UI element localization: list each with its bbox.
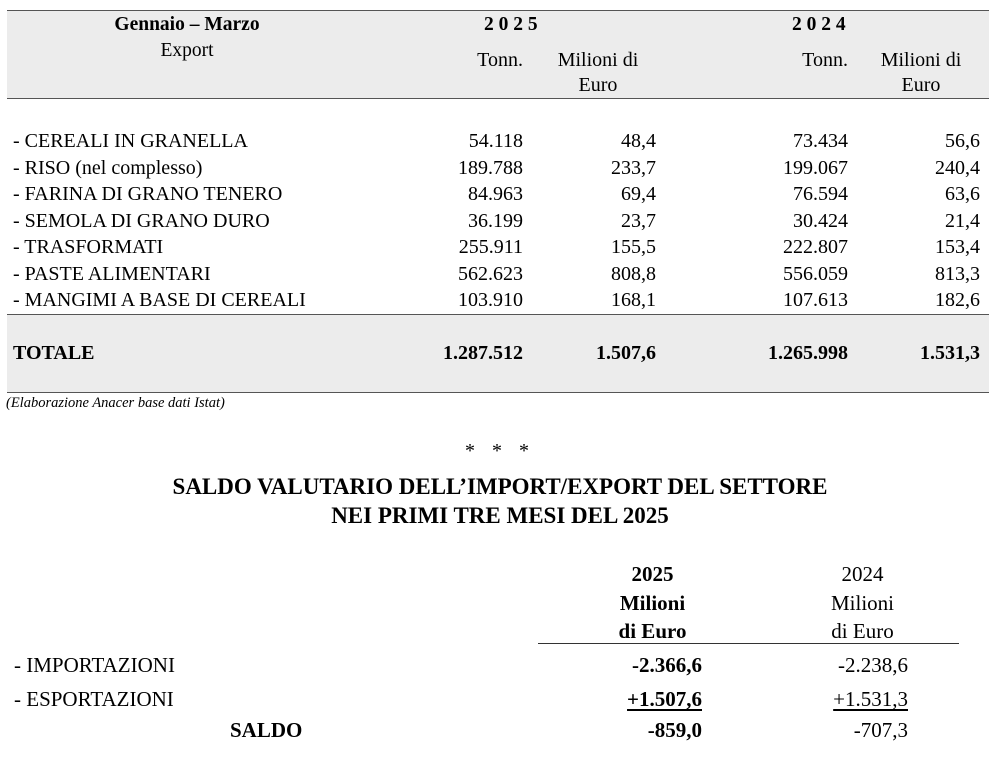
tonn-2024: 199.067 xyxy=(783,156,848,179)
col-eur-2025-line1: Milioni di xyxy=(557,49,639,71)
balance-export-2024: +1.531,3 xyxy=(833,687,908,711)
source-note: (Elaborazione Anacer base dati Istat) xyxy=(6,395,225,411)
eur-2024: 21,4 xyxy=(945,209,980,232)
eur-2025: 48,4 xyxy=(621,130,656,152)
table-row xyxy=(7,208,989,235)
eur-2025: 69,4 xyxy=(621,183,656,205)
tonn-2025: 103.910 xyxy=(458,289,523,311)
top-rule xyxy=(7,10,989,11)
col-eur-2025-line2: Euro xyxy=(578,74,618,96)
section-separator: * * * xyxy=(465,440,535,462)
balance-import-2024: -2.238,6 xyxy=(838,653,908,677)
total-label: TOTALE xyxy=(13,342,95,364)
saldo-2024: -707,3 xyxy=(853,718,908,742)
row-label: - SEMOLA DI GRANO DURO xyxy=(13,209,270,232)
table-row xyxy=(7,234,989,261)
tonn-2024: 556.059 xyxy=(783,262,848,285)
export-table xyxy=(7,10,989,393)
eur-2025: 168,1 xyxy=(611,289,656,311)
total-rule xyxy=(7,314,989,315)
balance-col-2024-unit2: di Euro xyxy=(831,619,894,643)
balance-col-2025-year: 2025 xyxy=(631,562,674,586)
tonn-2025: 54.118 xyxy=(468,130,523,152)
tonn-2024: 76.594 xyxy=(793,183,848,205)
eur-2024: 182,6 xyxy=(935,289,980,311)
row-label: - PASTE ALIMENTARI xyxy=(13,262,211,285)
table-row xyxy=(7,155,989,182)
balance-title-line1: SALDO VALUTARIO DELL’IMPORT/EXPORT DEL SETTORE xyxy=(172,474,828,499)
eur-2024: 153,4 xyxy=(935,236,980,258)
balance-col-2025-unit1: Milioni xyxy=(619,591,686,615)
balance-title-line2: NEI PRIMI TRE MESI DEL 2025 xyxy=(331,503,669,528)
tonn-2024: 222.807 xyxy=(783,236,848,258)
flow-header: Export xyxy=(160,40,214,61)
total-eur-2025: 1.507,6 xyxy=(596,342,656,364)
balance-col-2024-year: 2024 xyxy=(841,562,884,586)
col-eur-2024-line2: Euro xyxy=(901,74,941,96)
row-label: - RISO (nel complesso) xyxy=(13,156,203,179)
row-label: - FARINA DI GRANO TENERO xyxy=(13,183,283,205)
row-label: - TRASFORMATI xyxy=(13,236,164,258)
balance-row-label: - IMPORTAZIONI xyxy=(14,653,175,677)
eur-2024: 240,4 xyxy=(935,156,980,179)
balance-export-2025: +1.507,6 xyxy=(627,687,702,711)
tonn-2024: 73.434 xyxy=(793,130,848,152)
eur-2025: 155,5 xyxy=(611,236,656,258)
total-row xyxy=(7,340,989,367)
col-tonn-2024: Tonn. xyxy=(802,49,848,71)
tonn-2025: 84.963 xyxy=(468,183,523,205)
eur-2024: 813,3 xyxy=(935,262,980,285)
balance-row-label: - ESPORTAZIONI xyxy=(14,687,174,711)
balance-header-rule xyxy=(538,643,959,644)
saldo-label: SALDO xyxy=(230,718,303,742)
balance-col-2024-unit1: Milioni xyxy=(830,591,894,615)
col-eur-2024-line1: Milioni di xyxy=(880,49,962,71)
balance-import-2025: -2.366,6 xyxy=(632,653,702,677)
eur-2024: 63,6 xyxy=(945,183,980,205)
year-2025-header: 2 0 2 5 xyxy=(484,14,538,35)
table-row xyxy=(7,287,989,314)
eur-2024: 56,6 xyxy=(945,130,980,152)
total-tonn-2024: 1.265.998 xyxy=(768,342,848,364)
header-rule xyxy=(7,98,989,99)
tonn-2025: 255.911 xyxy=(458,236,523,258)
table-row xyxy=(7,261,989,288)
tonn-2024: 107.613 xyxy=(783,289,848,311)
total-eur-2024: 1.531,3 xyxy=(920,342,980,364)
tonn-2025: 36.199 xyxy=(468,209,523,232)
saldo-2025: -859,0 xyxy=(647,718,702,742)
tonn-2025: 189.788 xyxy=(458,156,523,179)
table-row xyxy=(7,181,989,208)
row-label: - CEREALI IN GRANELLA xyxy=(13,130,248,152)
total-tonn-2025: 1.287.512 xyxy=(443,342,523,364)
eur-2025: 808,8 xyxy=(611,262,656,285)
year-2024-header: 2 0 2 4 xyxy=(792,14,846,35)
table-row xyxy=(7,128,989,155)
row-label: - MANGIMI A BASE DI CEREALI xyxy=(13,289,306,311)
tonn-2025: 562.623 xyxy=(458,262,523,285)
col-tonn-2025: Tonn. xyxy=(477,49,523,71)
bottom-rule xyxy=(7,392,989,393)
tonn-2024: 30.424 xyxy=(793,209,848,232)
period-header: Gennaio – Marzo xyxy=(114,14,260,35)
balance-col-2025-unit2: di Euro xyxy=(618,619,687,643)
eur-2025: 233,7 xyxy=(611,156,656,179)
eur-2025: 23,7 xyxy=(621,209,656,232)
